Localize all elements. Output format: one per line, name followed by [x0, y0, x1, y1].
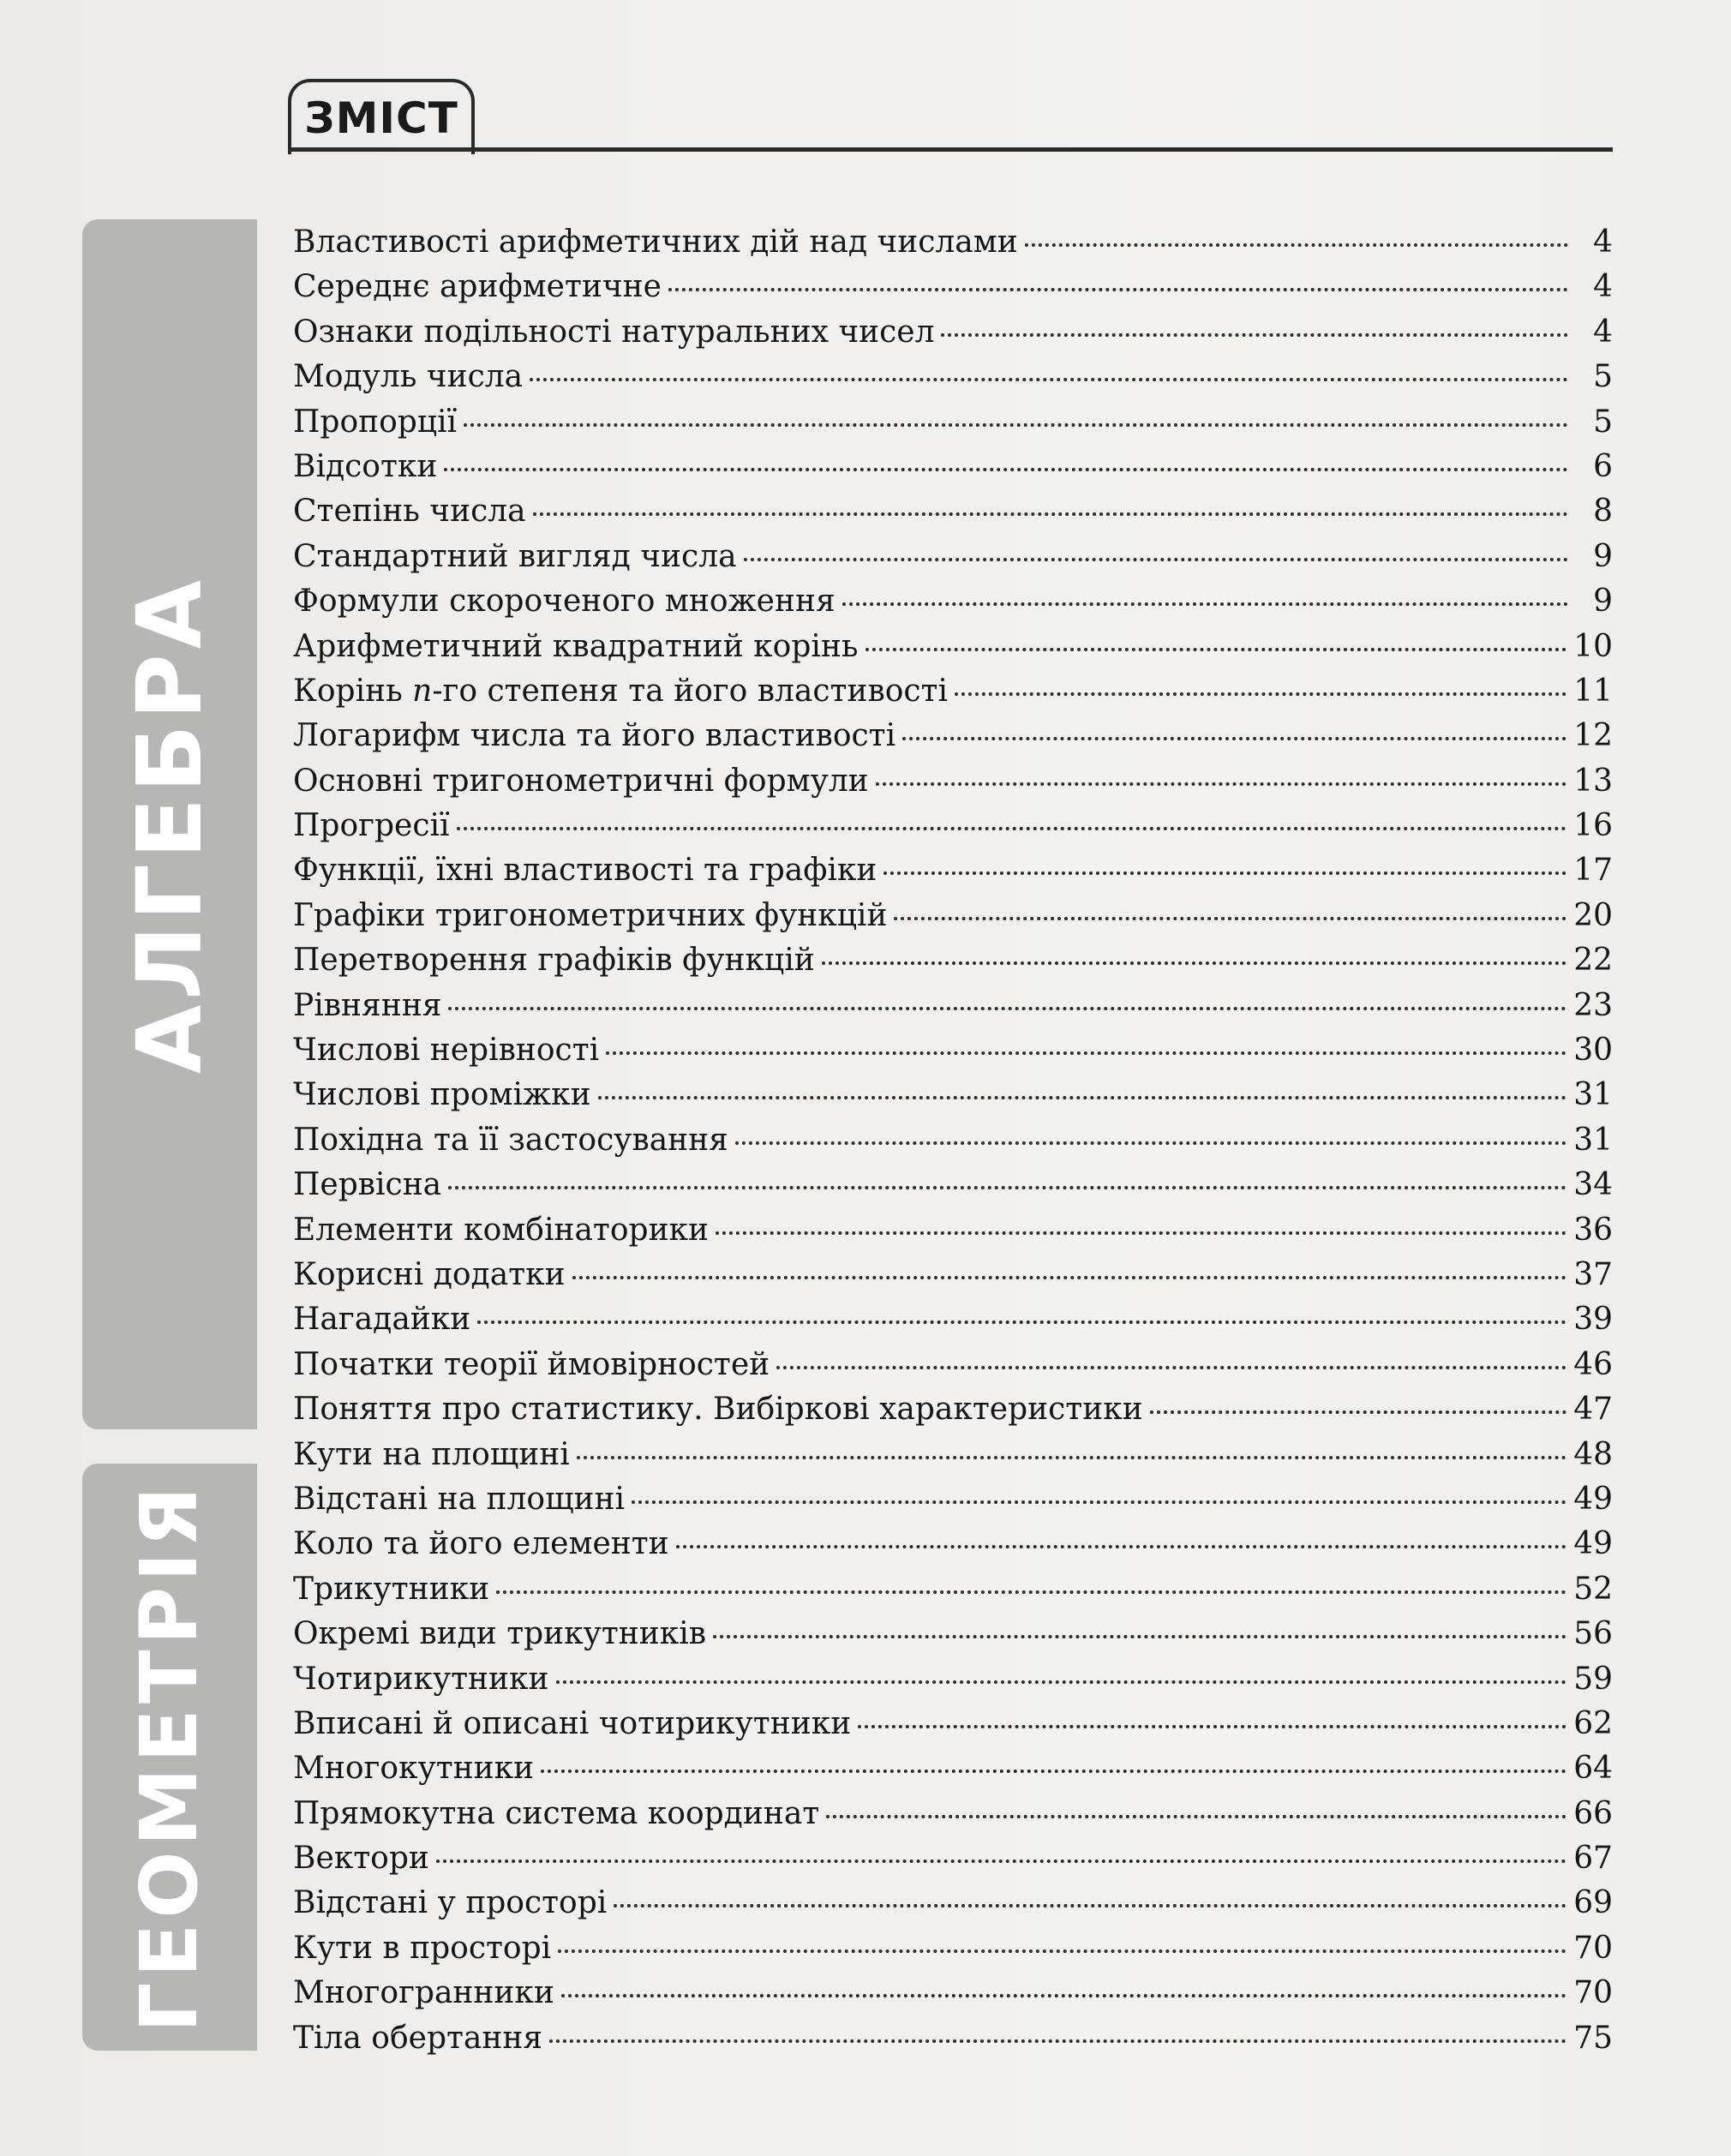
- toc-entry-title: Нагадайки: [293, 1302, 471, 1338]
- toc-entry-title: Елементи комбінаторики: [293, 1212, 710, 1248]
- toc-entry-title: Похідна та її застосування: [293, 1122, 728, 1158]
- toc-entry[interactable]: [293, 1751, 1613, 1795]
- dot-leader: [735, 1141, 1566, 1145]
- dot-leader: [530, 378, 1568, 381]
- toc-entry-page: 36: [1573, 1212, 1613, 1248]
- toc-entry-page: 20: [1573, 897, 1613, 933]
- toc-entry-title: Функції, їхні властивості та графіки: [293, 853, 877, 889]
- dot-leader: [876, 782, 1567, 786]
- toc-entry[interactable]: [293, 1931, 1613, 1975]
- dot-leader: [632, 1500, 1566, 1504]
- dot-leader: [1025, 243, 1568, 247]
- toc-entry-title: Основні тригонометричні формули: [293, 763, 869, 799]
- toc-entry-title: Перетворення графіків функцій: [293, 943, 815, 979]
- dot-leader: [444, 468, 1568, 471]
- toc-entry[interactable]: [293, 1796, 1613, 1841]
- toc-entry[interactable]: [293, 1302, 1613, 1346]
- page-title: ЗМІСТ: [304, 93, 458, 143]
- toc-entry-title: Трикутники: [293, 1571, 490, 1607]
- toc-entry[interactable]: [293, 1975, 1613, 2020]
- toc-entry-title: Прогресії: [293, 808, 450, 844]
- dot-leader: [902, 737, 1566, 740]
- toc-entry-page: 4: [1593, 269, 1613, 305]
- toc-entry[interactable]: [293, 808, 1613, 853]
- toc-entry[interactable]: [293, 1077, 1613, 1122]
- toc-entry-page: 12: [1573, 718, 1613, 754]
- toc-entry-page: 56: [1573, 1616, 1613, 1652]
- dot-leader: [776, 1366, 1566, 1369]
- toc-entry-title: Ознаки подільності натуральних чисел: [293, 314, 935, 350]
- toc-entry[interactable]: [293, 1347, 1613, 1392]
- table-of-contents: [293, 225, 1613, 2065]
- toc-entry[interactable]: [293, 898, 1613, 943]
- toc-entry-page: 49: [1573, 1526, 1613, 1562]
- toc-entry-title: Вектори: [293, 1841, 429, 1877]
- toc-entry-page: 5: [1593, 404, 1613, 440]
- dot-leader: [448, 1007, 1566, 1010]
- toc-entry-title: Тіла обертання: [293, 2020, 543, 2056]
- dot-leader: [541, 1770, 1566, 1773]
- dot-leader: [668, 288, 1568, 291]
- toc-entry-page: 8: [1593, 494, 1613, 530]
- toc-entry[interactable]: [293, 2021, 1613, 2065]
- dot-leader: [894, 917, 1566, 920]
- dot-leader: [1150, 1410, 1567, 1414]
- dot-leader: [842, 602, 1568, 606]
- dot-leader: [572, 1276, 1567, 1279]
- toc-entry-page: 11: [1573, 673, 1613, 709]
- toc-entry-page: 66: [1573, 1795, 1613, 1831]
- toc-entry-page: 13: [1573, 763, 1613, 799]
- toc-entry-title: Відсотки: [293, 448, 438, 484]
- toc-entry-page: 34: [1573, 1167, 1613, 1203]
- toc-entry-title: Коло та його елементи: [293, 1526, 669, 1562]
- dot-leader: [883, 871, 1566, 875]
- toc-entry-page: 39: [1573, 1302, 1613, 1338]
- toc-entry-title: Стандартний вигляд числа: [293, 538, 737, 574]
- toc-entry[interactable]: [293, 1482, 1613, 1526]
- toc-entry[interactable]: [293, 764, 1613, 808]
- contents-tab: [288, 79, 475, 154]
- toc-entry[interactable]: [293, 539, 1613, 584]
- dot-leader: [436, 1860, 1566, 1863]
- toc-entry[interactable]: [293, 1437, 1613, 1482]
- dot-leader: [955, 692, 1566, 696]
- dot-leader: [448, 1186, 1566, 1189]
- toc-entry-title: Графіки тригонометричних функцій: [293, 897, 888, 933]
- toc-entry[interactable]: [293, 1392, 1613, 1436]
- toc-entry-page: 5: [1593, 359, 1613, 395]
- toc-entry[interactable]: [293, 1885, 1613, 1930]
- geometry-section-band: [82, 1464, 257, 2051]
- toc-entry-title: Формули скороченого множення: [293, 584, 836, 620]
- toc-entry[interactable]: [293, 1213, 1613, 1257]
- toc-entry-title: Кути на площині: [293, 1436, 570, 1472]
- toc-entry-title: Модуль числа: [293, 359, 524, 395]
- toc-entry[interactable]: [293, 359, 1613, 404]
- dot-leader: [606, 1051, 1566, 1055]
- toc-entry-page: 70: [1573, 1930, 1613, 1966]
- toc-entry[interactable]: [293, 1526, 1613, 1571]
- toc-entry[interactable]: [293, 718, 1613, 763]
- dot-leader: [614, 1904, 1566, 1907]
- algebra-section-band: [82, 219, 257, 1429]
- toc-entry-page: 59: [1573, 1661, 1613, 1697]
- math-variable-n: n: [412, 673, 433, 709]
- dot-leader: [556, 1680, 1567, 1684]
- toc-entry[interactable]: [293, 449, 1613, 494]
- dot-leader: [577, 1456, 1566, 1459]
- toc-entry-title: Корінь n-го степеня та його властивості: [293, 673, 948, 709]
- dot-leader: [858, 1725, 1566, 1728]
- toc-entry[interactable]: [293, 1033, 1613, 1077]
- dot-leader: [744, 558, 1568, 561]
- toc-entry-title: Початки теорії ймовірностей: [293, 1346, 770, 1382]
- toc-entry-title: Середнє арифметичне: [293, 269, 662, 305]
- dot-leader: [533, 512, 1568, 516]
- toc-entry-page: 52: [1573, 1571, 1613, 1607]
- toc-entry-title: Пропорції: [293, 404, 458, 440]
- dot-leader: [457, 827, 1567, 830]
- toc-entry[interactable]: [293, 1123, 1613, 1167]
- toc-entry-title: Властивості арифметичних дій над числами: [293, 225, 1018, 260]
- toc-entry-page: 4: [1593, 225, 1613, 260]
- dot-leader: [464, 423, 1568, 427]
- toc-entry-title: Відстані на площині: [293, 1481, 626, 1517]
- toc-entry[interactable]: [293, 494, 1613, 538]
- dot-leader: [941, 333, 1568, 337]
- toc-entry[interactable]: [293, 1572, 1613, 1616]
- dot-leader: [826, 1815, 1566, 1818]
- toc-entry-page: 6: [1593, 448, 1613, 484]
- toc-entry-page: 16: [1573, 808, 1613, 844]
- toc-entry-title: Чотирикутники: [293, 1661, 549, 1697]
- toc-entry-title: Многокутники: [293, 1751, 535, 1787]
- toc-entry-title: Кути в просторі: [293, 1930, 552, 1966]
- toc-entry-title: Числові нерівності: [293, 1033, 600, 1069]
- dot-leader: [822, 961, 1566, 965]
- toc-entry-page: 31: [1573, 1077, 1613, 1113]
- dot-leader: [598, 1096, 1567, 1099]
- dot-leader: [866, 648, 1567, 651]
- toc-entry-title: Прямокутна система координат: [293, 1795, 820, 1831]
- toc-entry-title: Вписані й описані чотирикутники: [293, 1705, 852, 1741]
- dot-leader: [713, 1635, 1566, 1638]
- toc-entry-title: Рівняння: [293, 987, 442, 1023]
- toc-entry-title: Корисні додатки: [293, 1256, 566, 1292]
- dot-leader: [676, 1545, 1567, 1548]
- toc-entry-page: 47: [1573, 1392, 1613, 1428]
- toc-entry-page: 4: [1593, 314, 1613, 350]
- toc-entry-page: 10: [1573, 628, 1613, 664]
- geometry-section-label: ГЕОМЕТРІЯ: [123, 1481, 216, 2033]
- toc-entry[interactable]: [293, 853, 1613, 897]
- toc-entry-page: 64: [1573, 1751, 1613, 1787]
- toc-entry-title: Логарифм числа та його властивості: [293, 718, 896, 754]
- toc-entry-page: 70: [1573, 1975, 1613, 2011]
- toc-entry[interactable]: [293, 1167, 1613, 1212]
- toc-entry-page: 49: [1573, 1481, 1613, 1517]
- toc-entry-page: 23: [1573, 987, 1613, 1023]
- toc-entry[interactable]: [293, 404, 1613, 449]
- toc-entry[interactable]: [293, 269, 1613, 314]
- toc-entry[interactable]: [293, 1662, 1613, 1706]
- toc-entry-title: Відстані у просторі: [293, 1885, 608, 1921]
- toc-entry[interactable]: [293, 674, 1613, 718]
- toc-entry[interactable]: [293, 988, 1613, 1033]
- toc-entry-page: 75: [1573, 2020, 1613, 2056]
- toc-entry-title: Степінь числа: [293, 494, 526, 530]
- dot-leader: [716, 1231, 1566, 1235]
- toc-entry-page: 9: [1593, 584, 1613, 620]
- toc-entry-page: 46: [1573, 1346, 1613, 1382]
- dot-leader: [477, 1321, 1566, 1324]
- toc-entry[interactable]: [293, 314, 1613, 359]
- toc-entry[interactable]: [293, 1257, 1613, 1302]
- toc-entry-page: 9: [1593, 538, 1613, 574]
- header-rule: [288, 147, 1613, 152]
- toc-entry-page: 48: [1573, 1436, 1613, 1472]
- dot-leader: [549, 2039, 1566, 2043]
- toc-entry-page: 17: [1573, 853, 1613, 889]
- toc-entry[interactable]: [293, 584, 1613, 628]
- toc-entry-page: 67: [1573, 1841, 1613, 1877]
- toc-entry[interactable]: [293, 629, 1613, 674]
- toc-entry-page: 31: [1573, 1122, 1613, 1158]
- toc-entry-title: Первісна: [293, 1167, 442, 1203]
- toc-entry-title: Числові проміжки: [293, 1077, 591, 1113]
- algebra-section-label: АЛГЕБРА: [117, 574, 223, 1075]
- toc-entry[interactable]: [293, 1841, 1613, 1885]
- toc-entry-page: 69: [1573, 1885, 1613, 1921]
- toc-entry[interactable]: [293, 943, 1613, 987]
- toc-entry-title: Арифметичний квадратний корінь: [293, 628, 859, 664]
- dot-leader: [561, 1994, 1566, 1997]
- toc-entry-title: Многогранники: [293, 1975, 554, 2011]
- toc-entry-page: 30: [1573, 1033, 1613, 1069]
- toc-entry-page: 62: [1573, 1705, 1613, 1741]
- dot-leader: [558, 1949, 1566, 1953]
- toc-entry[interactable]: [293, 225, 1613, 269]
- toc-entry-title: Окремі види трикутників: [293, 1616, 707, 1652]
- toc-entry[interactable]: [293, 1706, 1613, 1751]
- toc-entry-page: 37: [1573, 1256, 1613, 1292]
- toc-entry-page: 22: [1573, 943, 1613, 979]
- toc-entry[interactable]: [293, 1616, 1613, 1661]
- dot-leader: [496, 1590, 1566, 1594]
- toc-entry-title: Поняття про статистику. Вибіркові характеристики: [293, 1392, 1143, 1428]
